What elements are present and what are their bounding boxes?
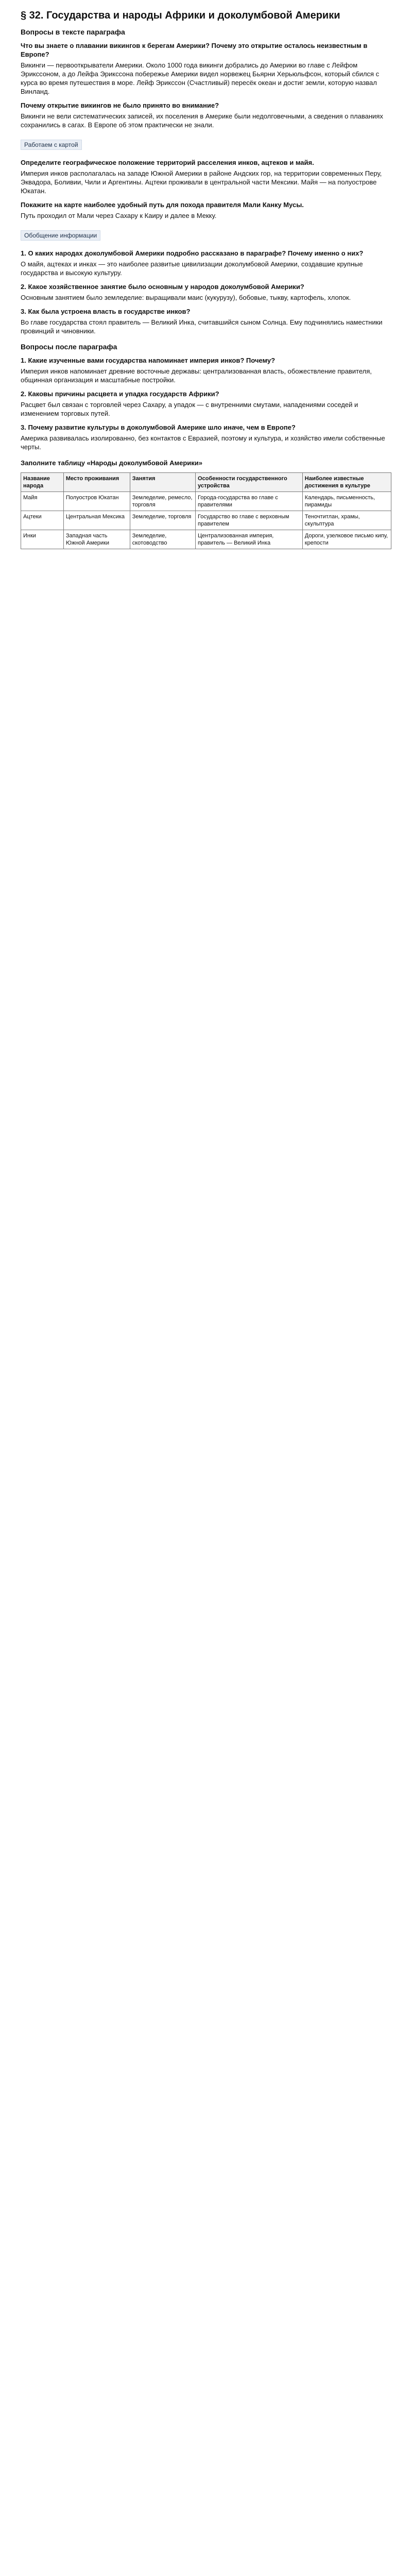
answer: О майя, ацтеках и инках — это наиболее развитые цивилизации доколумбовой Америки, создавшие крупные государства и высокую культуру.: [21, 260, 363, 277]
answer: Расцвет был связан с торговлей через Сахару, а упадок — с внутренними смутами, нападениями соседей и изменением торговых путей.: [21, 401, 358, 417]
qa-item: [21, 356, 391, 384]
table-header-row: [21, 473, 391, 492]
answer: Во главе государства стоял правитель — Великий Инка, считавшийся сыном Солнца. Ему подчинялись наместники провинций и чиновники.: [21, 318, 383, 335]
table-header-cell: Место проживания: [63, 473, 130, 492]
answer: Основным занятием было земледелие: выращивали маис (кукурузу), бобовые, тыкву, картофель, хлопок.: [21, 294, 351, 301]
question: Покажите на карте наиболее удобный путь для похода правителя Мали Канку Мусы.: [21, 201, 304, 209]
table-cell: Западная часть Южной Америки: [63, 530, 130, 549]
section-generalization: [21, 227, 391, 335]
table-cell: Города-государства во главе с правителями: [195, 492, 302, 511]
qa-item: [21, 423, 391, 451]
question: 1. Какие изученные вами государства напоминает империя инков? Почему?: [21, 357, 276, 364]
qa-item: [21, 389, 391, 418]
generalization-tag: Обобщение информации: [21, 230, 100, 241]
table-header-cell: Название народа: [21, 473, 64, 492]
qa-item: [21, 101, 391, 129]
section-heading: Вопросы в тексте параграфа: [21, 28, 125, 36]
table-cell: Инки: [21, 530, 64, 549]
question: 1. О каких народах доколумбовой Америки подробно рассказано в параграфе? Почему именно о них?: [21, 249, 364, 257]
question: 2. Какое хозяйственное занятие было основным у народов доколумбовой Америки?: [21, 283, 304, 291]
peoples-table: [21, 472, 391, 549]
page: [21, 0, 391, 577]
section-questions-in-text: [21, 28, 391, 129]
section-map-work: [21, 137, 391, 220]
table-row: [21, 530, 391, 549]
table-header-cell: Наиболее известные достижения в культуре: [302, 473, 391, 492]
answer: Америка развивалась изолированно, без контактов с Евразией, поэтому и культура, и хозяйство имели собственные черты.: [21, 434, 385, 451]
table-header-cell: Занятия: [130, 473, 195, 492]
table-cell: Государство во главе с верховным правителем: [195, 511, 302, 530]
table-cell: Центральная Мексика: [63, 511, 130, 530]
question: 3. Как была устроена власть в государстве инков?: [21, 308, 191, 315]
answer: Империя инков напоминает древние восточные державы: централизованная власть, обожествление правителя, общинная организация и масштабные постройки.: [21, 367, 372, 384]
table-cell: Ацтеки: [21, 511, 64, 530]
table-caption: Заполните таблицу «Народы доколумбовой Америки»: [21, 459, 203, 467]
table-cell: Земледелие, скотоводство: [130, 530, 195, 549]
section-table: [21, 459, 391, 549]
table-cell: Земледелие, торговля: [130, 511, 195, 530]
page-title: § 32. Государства и народы Африки и доколумбовой Америки: [21, 10, 340, 21]
answer: Путь проходил от Мали через Сахару к Каиру и далее в Мекку.: [21, 212, 217, 219]
table-cell: Полуостров Юкатан: [63, 492, 130, 511]
answer: Империя инков располагалась на западе Южной Америки в районе Андских гор, на территории современных Перу, Эквадора, Боливии, Чили и Аргентины. Ацтеки проживали в центральной части Мексики. Майя — на полуострове Юкатан.: [21, 170, 382, 195]
qa-item: [21, 282, 391, 302]
table-cell: Централизованная империя, правитель — Великий Инка: [195, 530, 302, 549]
question: 3. Почему развитие культуры в доколумбовой Америке шло иначе, чем в Европе?: [21, 423, 296, 431]
table-header-cell: Особенности государственного устройства: [195, 473, 302, 492]
table-cell: Теночтитлан, храмы, скульптура: [302, 511, 391, 530]
answer: Викинги — первооткрыватели Америки. Около 1000 года викинги добрались до Америки во главе с Лейфом Эрикссоном, а до Лейфа Эрикссона побережье Америки видел норвежец Бьярни Херьюльфсон, который сбился с курса во время путешествия в море. Лейф Эрикссон (Счастливый) пересёк океан и достиг земли, которую назвал Винланд.: [21, 61, 380, 95]
map-work-tag: Работаем с картой: [21, 140, 82, 150]
table-cell: Календарь, письменность, пирамиды: [302, 492, 391, 511]
qa-item: [21, 41, 391, 96]
table-cell: Земледелие, ремесло, торговля: [130, 492, 195, 511]
qa-item: [21, 307, 391, 335]
section-heading: Вопросы после параграфа: [21, 343, 117, 351]
question: 2. Каковы причины расцвета и упадка государств Африки?: [21, 390, 219, 398]
section-after-paragraph: [21, 343, 391, 451]
table-row: [21, 492, 391, 511]
table-cell: Дороги, узелковое письмо кипу, крепости: [302, 530, 391, 549]
question: Почему открытие викингов не было принято во внимание?: [21, 101, 219, 109]
qa-item: [21, 249, 391, 277]
question: Что вы знаете о плавании викингов к берегам Америки? Почему это открытие осталось неизвестным в Европе?: [21, 42, 368, 58]
question: Определите географическое положение территорий расселения инков, ацтеков и майя.: [21, 159, 314, 166]
answer: Викинги не вели систематических записей, их поселения в Америке были недолговечными, а сведения о плаваниях сохранились в сагах. В Европе об этом практически не знали.: [21, 112, 383, 129]
table-cell: Майя: [21, 492, 64, 511]
table-row: [21, 511, 391, 530]
